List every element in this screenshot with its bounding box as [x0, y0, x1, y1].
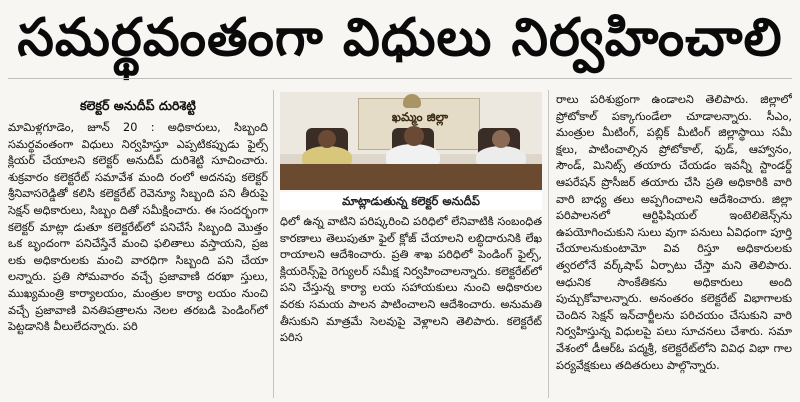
article-column-1	[8, 120, 268, 398]
headline-rule	[8, 78, 792, 79]
column-2-text: ధిలో ఉన్న వాటిని పరిష్కరించి పరిధిలో లేనివాటికి సంబంధిత కారణాలు తెలుపుతూ ఫైల్ క్లోజ్ చేయాలని లబ్ధిదారునికి లేఖ రాయాలని ఆదేశించారు. ప్రతి శాఖ పరిధిలో పెండింగ్ ఫైల్స్, క్లియరెన్స్‌పై రెగ్యులర్ సమీక్ష నిర్వహించాలన్నారు. కలెక్టరేట్‌లో పని చేస్తున్న కార్యా లయ సహాయకులు నుంచి అధికారుల వరకు సమయ పాలన పాటించాలని ఆదేశించారు. అనుమతి తీసుకుని మాత్రమే సెలవుపై వెళ్లాలని తెలిపారు. కలెక్టరేట్ పరిస	[280, 215, 542, 345]
subhead: కలెక్టర్ అనుదీప్ దురిశెట్టి	[80, 98, 196, 113]
headline: సమర్థవంతంగా విధులు నిర్వహించాలి	[17, 8, 783, 68]
column-3-text: రాలు పరిశుభ్రంగా ఉండాలని తెలిపారు. జిల్లాలో ప్రోటోకాల్ పక్కాగుండేలా చూడాలన్నారు. సీఎం, మంత్రుల మీటింగ్, పబ్లిక్ మీటింగ్ జిల్లాస్థాయి సమీ క్షలు, పాటించాల్సిన ప్రోటోకాల్, ఫుడ్, ఆహ్వానం, సౌండ్, మినిట్స్ తయారు చేయడం ఇవన్నీ స్టాండర్డ్ ఆపరేషన్ ప్రొసీజర్ తయారు చేసి ప్రతి అధికారికి వారి వారి బాధ్య తలు అప్పగించాలని ఆదేశించారు. జిల్లా పరిపాలనలో ఆర్టిఫిషియల్ ఇంటెలిజెన్స్‌ను ఉపయోగించుకుని సులు వుగా పనులు ఏవిధంగా పూర్తి చేయాలనుకుంటామో వివ రిస్తూ అధికారులకు త్వరలోనే వర్క్‌షాప్ ఏర్పాటు చేస్తా మని తెలిపారు. ఆధునిక సాంకేతికను అధికారులు అంది పుచ్చుకోవాలన్నారు. అనంతరం కలెక్టరేట్ విభాగాలకు చెందిన సెక్షన్ ఇన్‌చార్జీలను పరిచయం చేసుకుని వారి నిర్వహిస్తున్న విధులపై పలు సూచనలు చేశారు. సమా వేశంలో డీఆర్‌ఓ పద్మశ్రీ, కలెక్టరేట్‌లోని వివిధ విభా గాల పర్యవేక్షకులు తదితరులు పాల్గొన్నారు.	[556, 93, 792, 372]
column-1-text: మామిళ్లగూడెం, జూన్ 20 : అధికారులు, సిబ్బంది సమర్థవంతంగా విధులు నిర్వహిస్తూ ఎప్పటికప్పుడు ఫైల్స్ క్లియర్ చేయాలని కలెక్టర్ అనుదీప్ దురిశెట్టి సూచించారు. శుక్రవారం కలెక్టరేట్ సమావేశ మంది రంలో అదనపు కలెక్టర్ శ్రీనివాసరెడ్డితో కలిసి కలెక్టరేట్ రెవెన్యూ సిబ్బంది పని తీరుపై సెక్షన్ అధికారులు, సిబ్బం దితో సమీక్షించారు. ఈ సందర్భంగా కలెక్టర్ మాట్లా డుతూ కలెక్టరేట్‌లో పనిచేసే సిబ్బంది మొత్తం ఒక బృందంగా పనిచేస్తేనే మంచి ఫలితాలు వస్తాయని, ప్రజ లకు అధికారులకు మంచి వారధిగా సిబ్బంది పని చేయా లన్నారు. ప్రతి సోమవారం వచ్చే ప్రజావాణి దరఖా స్తులు, ముఖ్యమంత్రి కార్యాలయం, మంత్రుల కార్యా లయం నుంచి వచ్చే ప్రజావాణి వినతిపత్రాలను నెలల తరబడి పెండింగ్‌లో పెట్టడానికి వీలులేదన్నారు. పరి	[8, 121, 268, 334]
article-column-2	[280, 214, 542, 398]
article-column-3	[556, 92, 792, 398]
column-divider-2	[548, 90, 549, 398]
news-photo	[280, 92, 542, 190]
photo-caption: మాట్లాడుతున్న కలెక్టర్ అనుదీప్	[280, 192, 542, 210]
emblem-icon	[403, 94, 421, 108]
column-divider-1	[273, 90, 274, 398]
table	[280, 164, 542, 190]
board-text: ఖమ్మం జిల్లా	[391, 110, 449, 124]
